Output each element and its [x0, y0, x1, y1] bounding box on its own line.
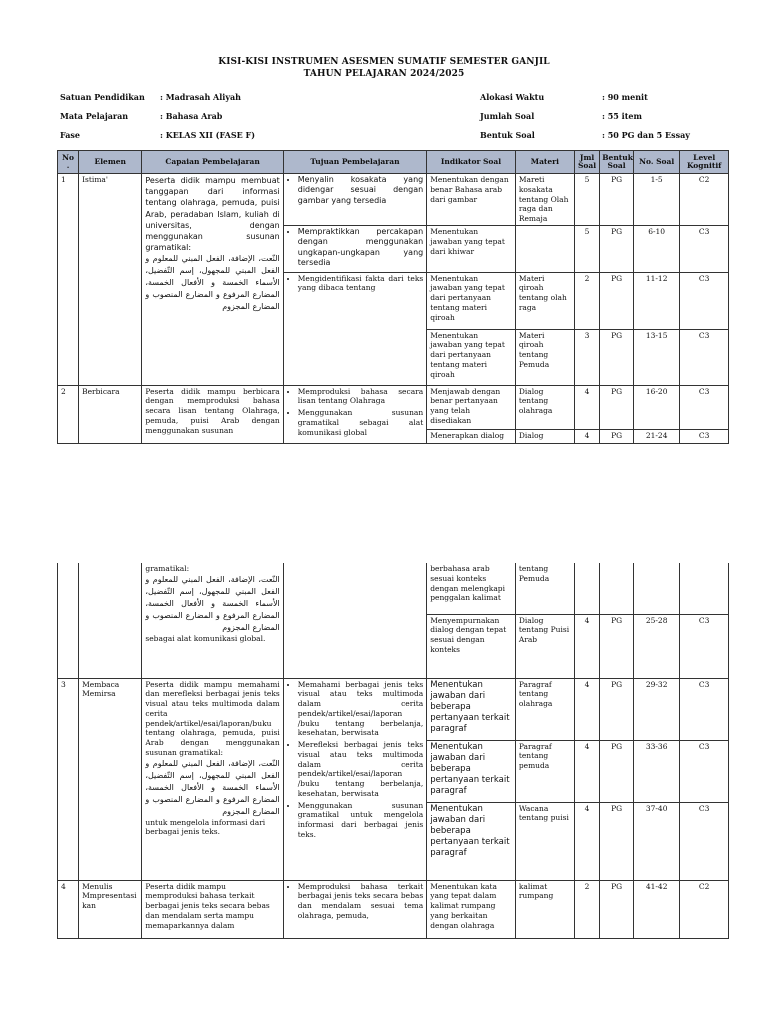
row-nosoal: 16-20: [633, 385, 679, 429]
row-indikator: Menyempurnakan dialog dengan tepat sesuai dengan konteks: [427, 614, 516, 678]
tujuan-item: • Memproduksi bahasa terkait berbagai jenis teks secara bebas dan mendalam sesuai tema olahraga, pemuda,: [298, 882, 423, 921]
row-level: C3: [680, 226, 729, 273]
row-no: 4: [58, 880, 79, 938]
row-tujuan: [283, 174, 426, 226]
row-indikator: Menentukan kata yang tepat dalam kalimat rumpang yang berkaitan dengan olahraga: [427, 880, 516, 938]
row-materi: Dialog: [515, 429, 574, 443]
table-row: [58, 880, 729, 938]
row-jml: 4: [574, 802, 599, 880]
fase-value: : KELAS XII (FASE F): [160, 130, 255, 140]
row-jml: 2: [574, 272, 599, 329]
kisi-kisi-table-continued: [57, 563, 729, 939]
arabic-grammar-list: النّعت، الإضافة، الفعل المبني للمعلوم و الفعل المبني للمجهول، إسم التّفضيل، الأسماء الخمسة و الأفعال الخمسة، المضارع المرفوع و المضارع المنصوب و المضارع المجزوم: [145, 574, 280, 632]
row-nosoal: 25-28: [633, 614, 679, 678]
table-header-row: [58, 151, 729, 174]
row-jml: 4: [574, 385, 599, 429]
fase-label: Fase: [60, 130, 81, 140]
row-materi: Paragraf tentang pemuda: [515, 740, 574, 802]
row-bentuk: PG: [600, 174, 634, 226]
header-no-soal: No. Soal: [633, 151, 679, 174]
row-jml: 2: [574, 880, 599, 938]
row-bentuk: PG: [600, 272, 634, 329]
row-jml: 5: [574, 174, 599, 226]
row-jml: 4: [574, 740, 599, 802]
row-indikator: Menentukan jawaban dari beberapa pertanyaan terkait paragraf: [427, 802, 516, 880]
arabic-grammar-list: النّعت، الإضافة، الفعل المبني للمعلوم و الفعل المبني للمجهول، إسم التّفضيل، الأسماء الخمسة و الأفعال الخمسة، المضارع المرفوع و المضارع المنصوب و المضارع المجزوم: [145, 254, 280, 312]
tujuan-item: • Merefleksi berbagai jenis teks visual atau teks multimoda dalam cerita pendek/artikel/esai/laporan /buku tentang berbelanja, kesehatan, berwisata: [298, 740, 423, 799]
row-bentuk: PG: [600, 678, 634, 740]
row-no: 3: [58, 678, 79, 880]
row-nosoal: 13-15: [633, 329, 679, 385]
row-bentuk: PG: [600, 385, 634, 429]
capaian-text: sebagai alat komunikasi global.: [145, 633, 266, 643]
row-materi: Paragraf tentang olahraga: [515, 678, 574, 740]
jumlah-label: Jumlah Soal: [480, 111, 535, 121]
arabic-grammar-list: النّعت، الإضافة، الفعل المبني للمعلوم و الفعل المبني للمجهول، إسم التّفضيل، الأسماء الخمسة و الأفعال الخمسة، المضارع المرفوع و المضارع المنصوب و المضارع المجزوم: [145, 758, 280, 816]
tujuan-item: • Mempraktikkan percakapan dengan menggunakan ungkapan-ungkapan yang tersedia: [298, 227, 423, 269]
row-elemen: Membaca Memirsa: [79, 678, 142, 880]
mapel-value: : Bahasa Arab: [160, 111, 223, 121]
row-bentuk: PG: [600, 226, 634, 273]
document-subtitle: TAHUN PELAJARAN 2024/2025: [303, 69, 465, 79]
row-materi: [515, 226, 574, 273]
row-jml: 5: [574, 226, 599, 273]
row-bentuk: PG: [600, 429, 634, 443]
row-bentuk: PG: [600, 880, 634, 938]
row-elemen: Istima': [79, 174, 142, 386]
tujuan-item: • Menggunakan susunan gramatikal sebagai alat komunikasi global: [298, 408, 423, 437]
row-materi: Mareti kosakata tentang Olah raga dan Remaja: [515, 174, 574, 226]
row-materi: kalimat rumpang: [515, 880, 574, 938]
row-tujuan: [283, 678, 426, 880]
row-nosoal: 6-10: [633, 226, 679, 273]
capaian-text: Peserta didik mampu membuat tanggapan dari informasi tentang olahraga, pemuda, puisi Arab, peradaban Islam, kuliah di universitas, dengan menggunakan susunan gramatikal:: [145, 176, 280, 253]
table-row: [58, 385, 729, 429]
row-bentuk: PG: [600, 614, 634, 678]
tujuan-item: • Menyalin kosakata yang didengar sesuai dengan gambar yang tersedia: [298, 175, 423, 206]
row-bentuk: [600, 563, 634, 614]
row-nosoal: 37-40: [633, 802, 679, 880]
bentuk-value: : 50 PG dan 5 Essay: [602, 130, 690, 140]
row-materi: Wacana tentang puisi: [515, 802, 574, 880]
row-indikator: Menjawab dengan benar pertanyaan yang telah disediakan: [427, 385, 516, 429]
header-jml-soal: Jml Soal: [574, 151, 599, 174]
header-tujuan: Tujuan Pembelajaran: [283, 151, 426, 174]
row-materi: Materi qiroah tentang Pemuda: [515, 329, 574, 385]
jumlah-value: : 55 item: [602, 111, 642, 121]
tujuan-item: • Menggunakan susunan gramatikal untuk mengelola informasi dari berbagai jenis teks.: [298, 801, 423, 840]
row-level: C2: [680, 880, 729, 938]
row-nosoal: 29-32: [633, 678, 679, 740]
row-nosoal: 11-12: [633, 272, 679, 329]
alokasi-value: : 90 menit: [602, 92, 648, 102]
row-level: C3: [680, 385, 729, 429]
header-no: No .: [58, 151, 79, 174]
capaian-text: untuk mengelola informasi dari berbagai jenis teks.: [145, 817, 266, 837]
row-jml: 3: [574, 329, 599, 385]
row-level: C2: [680, 174, 729, 226]
row-indikator: Menentukan jawaban dari beberapa pertanyaan terkait paragraf: [427, 678, 516, 740]
row-level: C3: [680, 740, 729, 802]
row-level: C3: [680, 614, 729, 678]
row-level: C3: [680, 802, 729, 880]
tujuan-item: • Mengidentifikasi fakta dari teks yang dibaca tentang: [298, 274, 423, 294]
tujuan-item: • Memahami berbagai jenis teks visual atau teks multimoda dalam cerita pendek/artikel/esai/laporan /buku tentang berbelanja, kesehatan, berwisata: [298, 680, 423, 739]
row-elemen: Berbicara: [79, 385, 142, 443]
row-indikator: Menentukan jawaban yang tepat dari pertanyaan tentang materi qiroah: [427, 329, 516, 385]
table-row: [58, 174, 729, 226]
row-no: 1: [58, 174, 79, 386]
kisi-kisi-table: [57, 150, 729, 444]
row-indikator: Menentukan dengan benar Bahasa arab dari gambar: [427, 174, 516, 226]
row-bentuk: PG: [600, 329, 634, 385]
row-level: C3: [680, 678, 729, 740]
row-tujuan: [283, 226, 426, 273]
row-indikator: Menerapkan dialog: [427, 429, 516, 443]
row-jml: 4: [574, 614, 599, 678]
row-nosoal: 41-42: [633, 880, 679, 938]
row-elemen: Menulis Mmpresentasi kan: [79, 880, 142, 938]
row-materi: tentang Pemuda: [515, 563, 574, 614]
row-materi: Dialog tentang Puisi Arab: [515, 614, 574, 678]
header-bentuk-soal: Bentuk Soal: [600, 151, 634, 174]
row-jml: 4: [574, 678, 599, 740]
satuan-label: Satuan Pendidikan: [60, 92, 145, 102]
row-capaian: [142, 174, 283, 386]
row-nosoal: 21-24: [633, 429, 679, 443]
table-row: [58, 563, 729, 614]
capaian-text: gramatikal:: [145, 564, 190, 573]
row-tujuan: [283, 272, 426, 385]
bentuk-label: Bentuk Soal: [480, 130, 535, 140]
row-nosoal: 33-36: [633, 740, 679, 802]
row-level: C3: [680, 429, 729, 443]
mapel-label: Mata Pelajaran: [60, 111, 129, 121]
row-jml: 4: [574, 429, 599, 443]
row-capaian: [142, 563, 283, 678]
row-materi: Materi qiroah tentang olah raga: [515, 272, 574, 329]
row-materi: Dialog tentang olahraga: [515, 385, 574, 429]
row-level: [680, 563, 729, 614]
header-elemen: Elemen: [79, 151, 142, 174]
table-row: [58, 678, 729, 740]
row-indikator: Menentukan jawaban dari beberapa pertanyaan terkait paragraf: [427, 740, 516, 802]
row-indikator: Menentukan jawaban yang tepat dari khiwar: [427, 226, 516, 273]
row-nosoal: 1-5: [633, 174, 679, 226]
tujuan-item: • Memproduksi bahasa secara lisan tentang Olahraga: [298, 387, 423, 407]
alokasi-label: Alokasi Waktu: [480, 92, 545, 102]
row-capaian: Peserta didik mampu berbicara dengan memproduksi bahasa secara lisan tentang Olahraga, pemuda, puisi Arab dengan menggunakan susunan: [142, 385, 283, 443]
row-indikator: Menentukan jawaban yang tepat dari pertanyaan tentang materi qiroah: [427, 272, 516, 329]
row-bentuk: PG: [600, 740, 634, 802]
row-capaian: [142, 678, 283, 880]
row-jml: [574, 563, 599, 614]
header-level: Level Kognitif: [680, 151, 729, 174]
row-tujuan: [283, 385, 426, 443]
row-indikator: berbahasa arab sesuai konteks dengan melengkapi penggalan kalimat: [427, 563, 516, 614]
header-capaian: Capaian Pembelajaran: [142, 151, 283, 174]
row-tujuan: [283, 880, 426, 938]
header-indikator: Indikator Soal: [427, 151, 516, 174]
satuan-value: : Madrasah Aliyah: [160, 92, 241, 102]
row-bentuk: PG: [600, 802, 634, 880]
row-capaian: Peserta didik mampu memproduksi bahasa terkait berbagai jenis teks secara bebas dan mendalam serta mampu memaparkannya dalam: [142, 880, 283, 938]
document-title: KISI-KISI INSTRUMEN ASESMEN SUMATIF SEMESTER GANJIL: [218, 57, 550, 67]
row-nosoal: [633, 563, 679, 614]
row-level: C3: [680, 272, 729, 329]
row-no: 2: [58, 385, 79, 443]
capaian-text: Peserta didik mampu memahami dan merefleksi berbagai jenis teks visual atau teks multimoda dalam cerita pendek/artikel/esai/laporan/buku tentang olahraga, pemuda, puisi Arab dengan menggunakan susunan gramatikal:: [145, 679, 280, 757]
row-level: C3: [680, 329, 729, 385]
header-materi: Materi: [515, 151, 574, 174]
